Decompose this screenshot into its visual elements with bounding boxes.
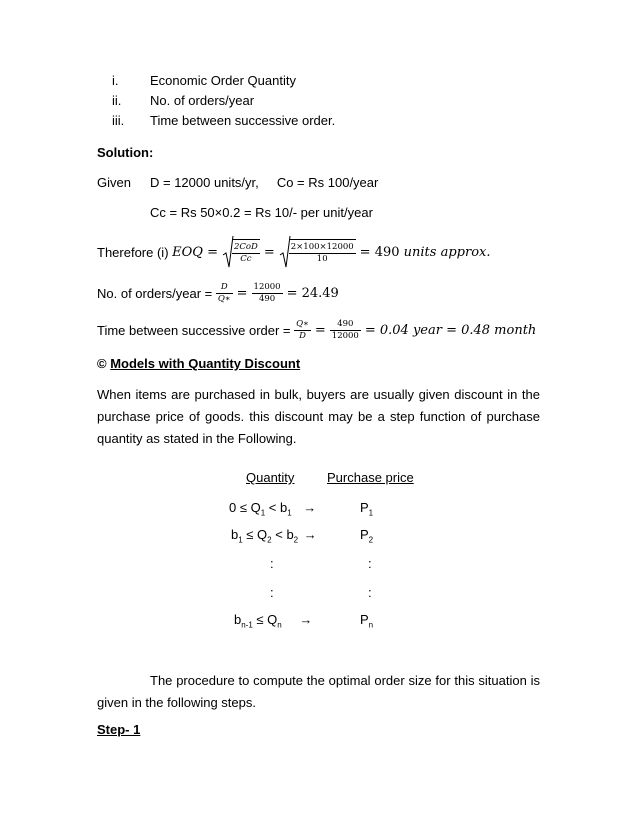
- table-cell-price: $P_1$: [360, 500, 374, 518]
- sqrt-1: [222, 239, 260, 265]
- section-heading: [97, 356, 300, 371]
- list-item-text: Economic Order Quantity: [150, 73, 296, 88]
- table-cell-quantity: :: [270, 585, 274, 600]
- paragraph-1: When items are purchased in bulk, buyers are usually given discount in the purchase price of goods. this discount may be a step function of purchase quantity as stated in the Following.: [97, 387, 540, 446]
- eoq-result-number: = 490: [359, 244, 404, 260]
- eoq-fraction-1: $\frac{\text{2CoD}}{Cc}$: [233, 242, 258, 264]
- table-cell-price: :: [368, 556, 372, 571]
- orders-fraction-1: $\frac{D}{Q∗}$: [217, 281, 231, 304]
- table-cell-price: :: [368, 585, 372, 600]
- eoq-eq: =: [263, 244, 275, 260]
- solution-heading: Solution:: [97, 145, 154, 160]
- time-formula: [97, 316, 536, 344]
- orders-fraction-2: $\frac{12000}{490}$: [253, 281, 281, 304]
- table-row: $b_{n-1} \le Q_n$ →: [234, 612, 313, 630]
- table-row: $0 \le Q_1 < b_1$ →: [229, 500, 317, 518]
- orders-result: = 24.49: [286, 285, 339, 301]
- list-number: ii.: [112, 93, 122, 108]
- table-cell-price: $P_2$: [360, 527, 374, 545]
- time-fraction-1: $\frac{Q∗}{D}$: [296, 318, 309, 341]
- orders-eq: =: [236, 285, 248, 301]
- list-number: i.: [112, 73, 119, 88]
- given-line-1: D = 12000 units/yr, Co = Rs 100/year: [150, 175, 379, 190]
- eoq-formula: [97, 237, 491, 267]
- orders-formula: [97, 279, 339, 307]
- table-header-quantity: Quantity: [246, 470, 295, 485]
- list-item-text: Time between successive order.: [150, 113, 336, 128]
- table-cell-quantity: :: [270, 556, 274, 571]
- copyright-symbol: ©: [97, 356, 107, 371]
- paragraph-2: The procedure to compute the optimal order size for this situation is given in the following steps.: [97, 673, 540, 710]
- table-header-price: Purchase price: [327, 470, 414, 485]
- list-number: iii.: [112, 113, 125, 128]
- list-item: [112, 73, 119, 88]
- orders-prefix: No. of orders/year =: [97, 285, 216, 301]
- sqrt-2: [279, 239, 356, 265]
- time-result: = 0.04 year = 0.48 month: [364, 322, 537, 338]
- section-title: Models with Quantity Discount: [110, 356, 301, 371]
- step-heading: Step- 1: [97, 722, 141, 737]
- time-prefix: Time between successive order =: [97, 322, 295, 338]
- eoq-result-text: units approx.: [403, 244, 491, 260]
- time-eq: =: [314, 322, 326, 338]
- list-item-text: No. of orders/year: [150, 93, 255, 108]
- given-line-2: Cc = Rs 50×0.2 = Rs 10/- per unit/year: [150, 205, 373, 220]
- table-row: $b_1 \le Q_2 < b_2$ →: [231, 527, 317, 545]
- eoq-fraction-2: $\frac{2\times 100\times 12000}{10}$: [290, 242, 354, 264]
- eoq-prefix: Therefore (i): [97, 244, 173, 260]
- table-cell-price: $P_n$: [360, 612, 374, 630]
- time-fraction-2: $\frac{490}{12000}$: [331, 318, 359, 341]
- eoq-lhs: EOQ =: [172, 244, 218, 260]
- given-label: Given: [97, 175, 131, 190]
